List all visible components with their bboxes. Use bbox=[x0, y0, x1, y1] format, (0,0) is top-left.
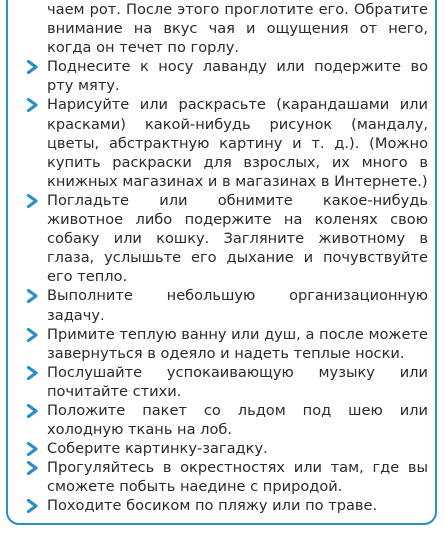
list-item-text: Нарисуйте или раскрасьте (карандашами или красками) какой-нибудь рисунок (мандалу, цветы, абстрактную картину и т. д.). (Можно купить раскраски для взрослых, их много в книжных магазинах и в магазинах в Интернете.) bbox=[47, 96, 428, 190]
chevron-right-icon bbox=[26, 194, 39, 208]
list-item-text: Поднесите к носу лаванду или подержите во рту мяту. bbox=[47, 58, 428, 95]
list-item bbox=[26, 496, 428, 515]
list-item-text: Примите теплую ванну или душ, а после можете завернуться в одеяло и надеть теплые носки. bbox=[47, 325, 429, 362]
list-item-text: Выполните небольшую организационную задачу. bbox=[47, 287, 428, 324]
chevron-right-icon bbox=[26, 60, 39, 74]
list-item bbox=[26, 458, 428, 496]
list-item-text: Послушайте успокаивающую музыку или почитайте стихи. bbox=[47, 363, 428, 400]
list-item bbox=[26, 401, 428, 439]
chevron-right-icon bbox=[26, 289, 39, 303]
chevron-right-icon bbox=[26, 499, 39, 513]
page-content bbox=[26, 0, 428, 516]
list-item bbox=[26, 286, 428, 324]
list-item bbox=[26, 363, 428, 401]
list-item-text: Соберите картинку-загадку. bbox=[47, 440, 268, 458]
chevron-right-icon bbox=[26, 98, 39, 112]
list-item bbox=[26, 191, 428, 286]
list-item-text: Положите пакет со льдом под шею или холодную ткань на лоб. bbox=[47, 401, 428, 439]
list-item bbox=[26, 95, 428, 190]
chevron-right-icon bbox=[26, 442, 39, 456]
list-item-text: Походите босиком по пляжу или по траве. bbox=[47, 497, 378, 515]
chevron-right-icon bbox=[26, 366, 39, 380]
list-item bbox=[26, 439, 428, 458]
bullet-list bbox=[26, 57, 428, 515]
chevron-right-icon bbox=[26, 461, 39, 475]
list-item bbox=[26, 325, 428, 363]
list-item bbox=[26, 57, 428, 95]
chevron-right-icon bbox=[26, 328, 39, 342]
chevron-right-icon bbox=[26, 404, 39, 418]
continuation-paragraph: чаем рот. После этого проглотите его. Обратите внимание на вкус чая и ощущения от него, когда он течет по горлу. bbox=[47, 1, 428, 57]
list-item-text: Прогуляйтесь в окрестностях или там, где вы сможете побыть наедине с природой. bbox=[47, 459, 428, 496]
list-item-text: Погладьте или обнимите какое-нибудь животное либо подержите на коленях свою собаку или кошку. Загляните животному в глаза, услышьте его дыхание и почувствуйте его тепло. bbox=[47, 191, 428, 286]
